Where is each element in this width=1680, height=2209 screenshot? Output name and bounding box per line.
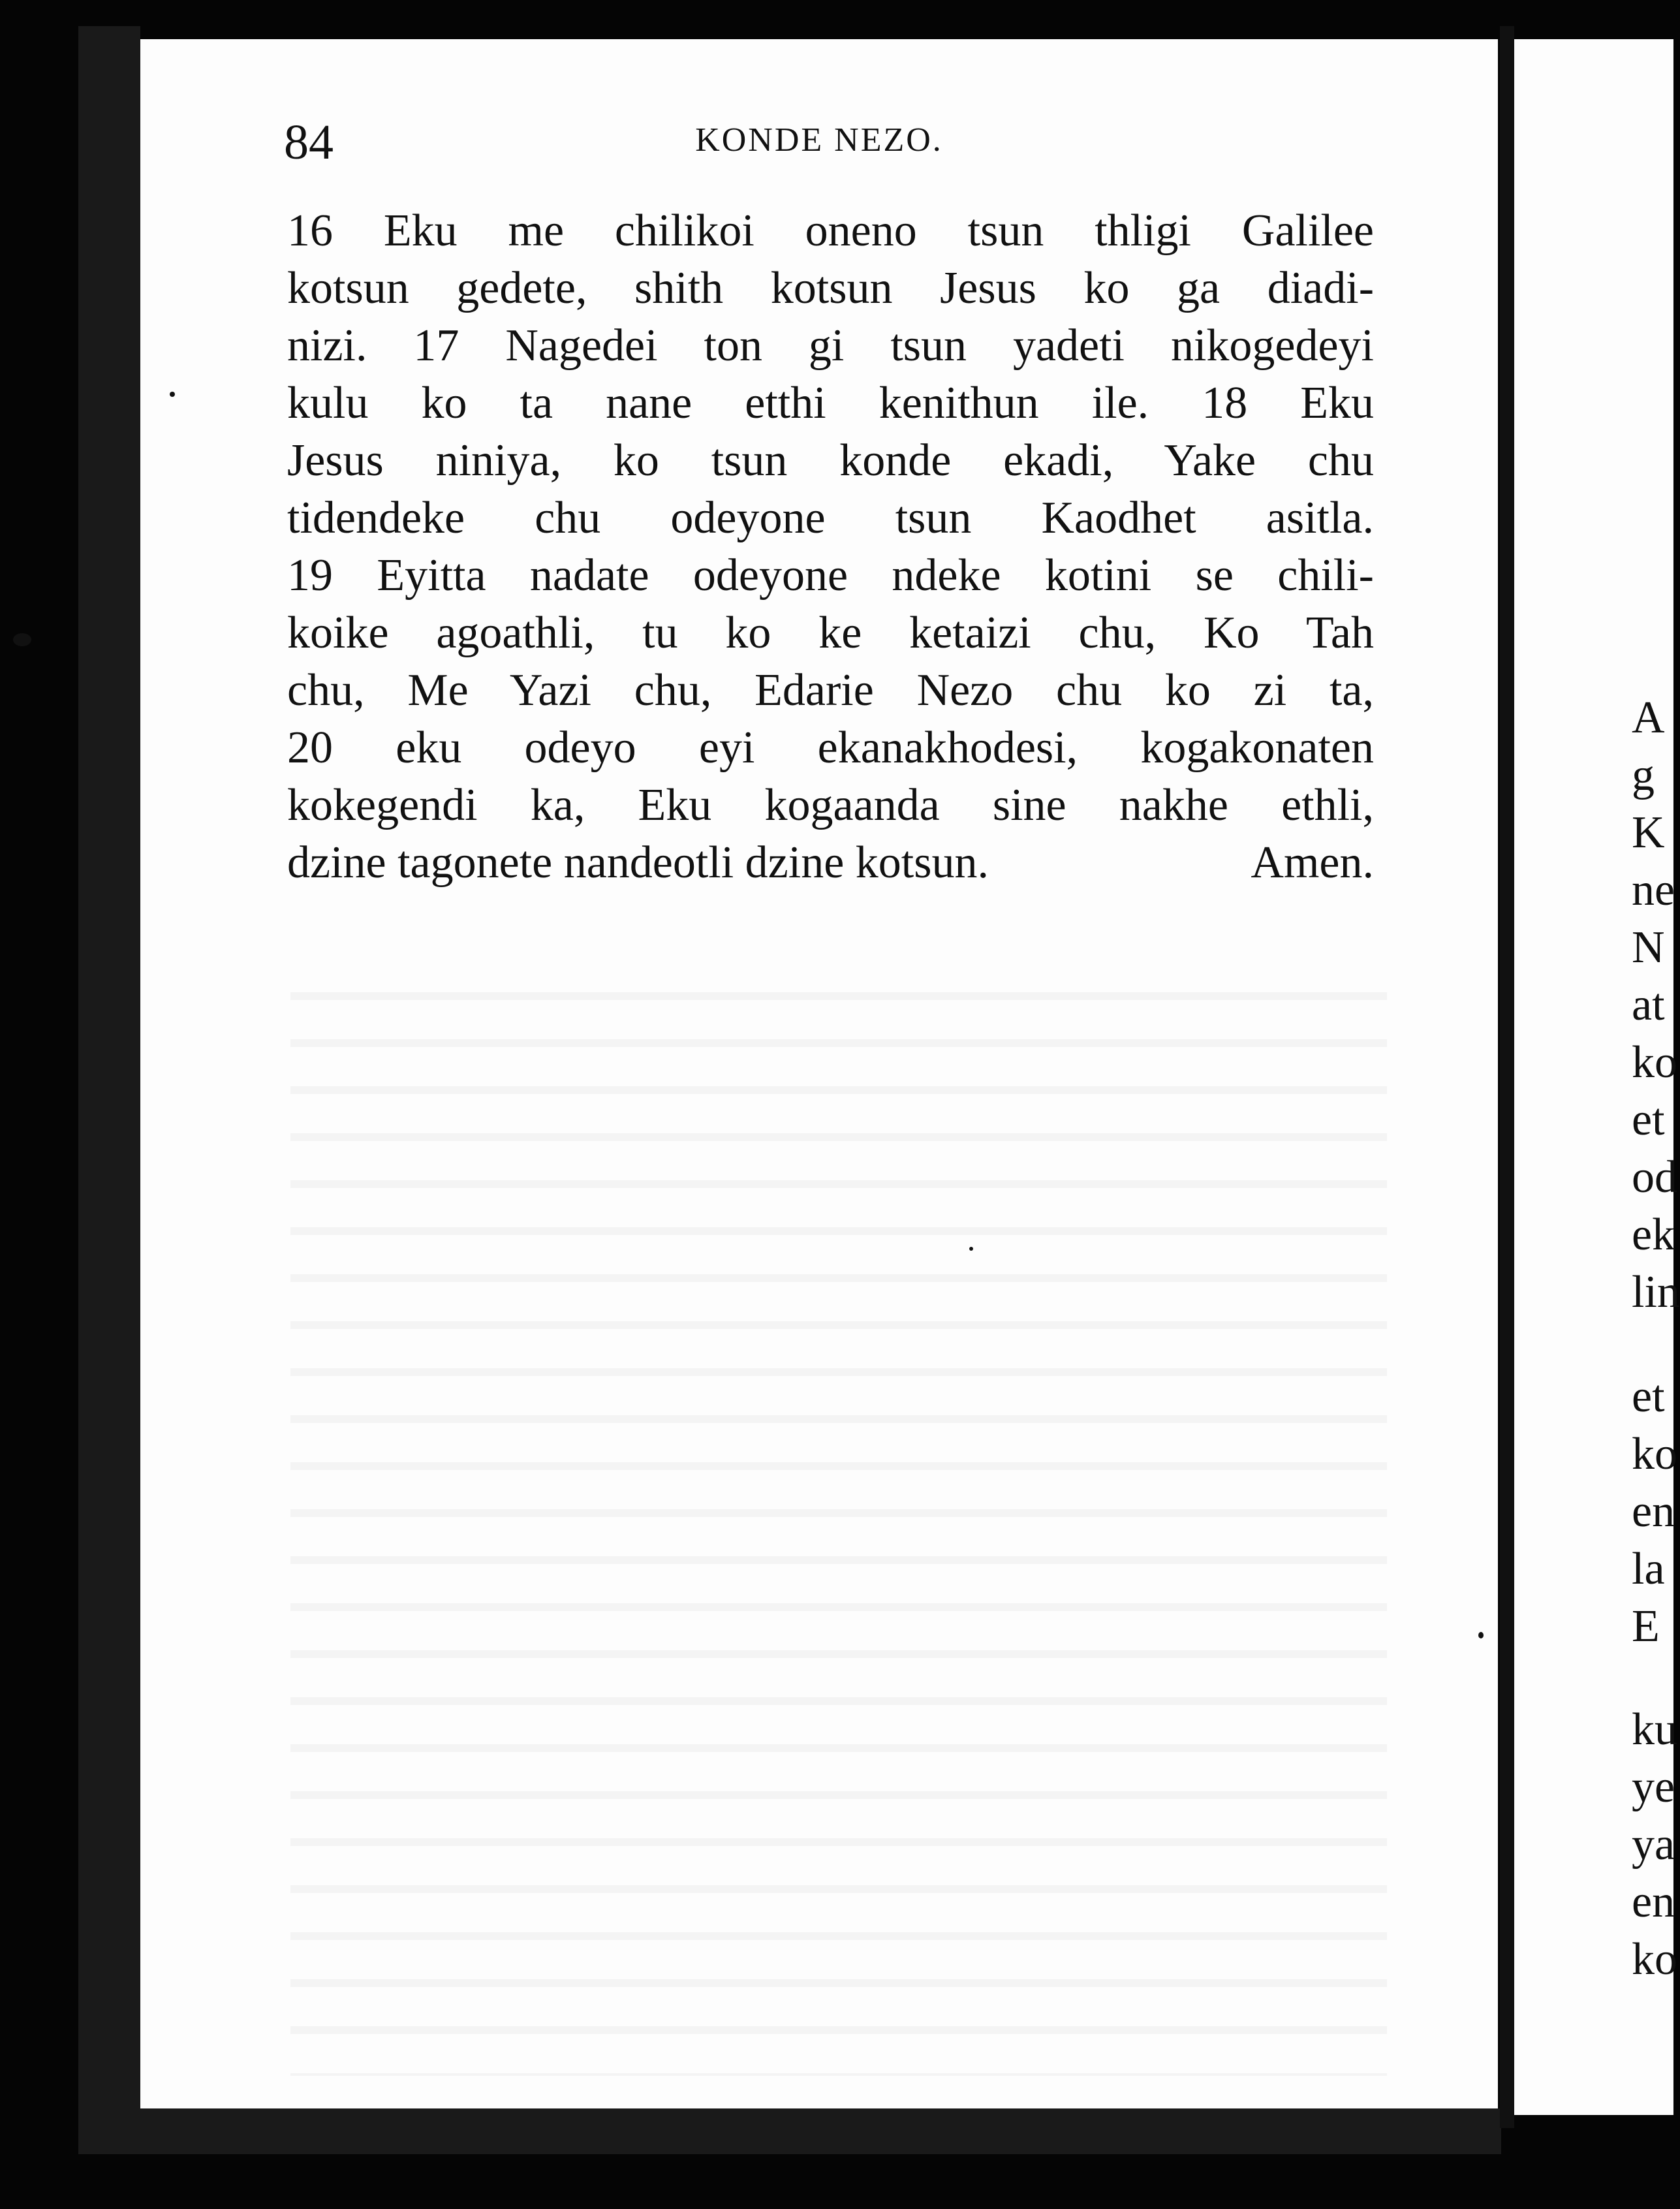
ink-speck <box>170 392 175 397</box>
text-line: nizi. 17 Nagedei ton gi tsun yadeti nikogedeyi <box>287 321 1374 371</box>
facing-page-fragment: ek <box>1632 1210 1675 1260</box>
page-header <box>140 114 1498 173</box>
final-line <box>287 834 1374 892</box>
text-line: tidendeke chu odeyone tsun Kaodhet asitla. <box>287 493 1374 543</box>
text-line: Jesus niniya, ko tsun konde ekadi, Yake chu <box>287 435 1374 486</box>
text-line: 16 Eku me chilikoi oneno tsun thligi Galilee <box>287 206 1374 256</box>
text-line: koike agoathli, tu ko ke ketaizi chu, Ko Tah <box>287 608 1374 658</box>
facing-page-fragment: g <box>1632 750 1655 800</box>
facing-page-fragment: ye <box>1632 1762 1675 1812</box>
book-page <box>140 39 1498 2108</box>
facing-page-fragment: K <box>1632 807 1665 858</box>
facing-page-fragment: ko <box>1632 1037 1677 1088</box>
closing-word: Amen. <box>1251 838 1374 888</box>
book-gutter <box>1500 26 1514 2128</box>
facing-page-fragment: ko <box>1632 1429 1677 1479</box>
facing-page-fragment: et <box>1632 1095 1665 1145</box>
facing-page-fragment: A <box>1632 693 1665 743</box>
running-title: KONDE NEZO. <box>695 121 943 159</box>
text-line: 19 Eyitta nadate odeyone ndeke kotini se chili- <box>287 550 1374 601</box>
facing-page-fragment: ku <box>1632 1704 1677 1755</box>
text-line: 20 eku odeyo eyi ekanakhodesi, kogakonaten <box>287 723 1374 773</box>
body-text <box>287 202 1374 892</box>
bottom-book-edge <box>117 2108 1501 2154</box>
text-line: kulu ko ta nane etthi kenithun ile. 18 Eku <box>287 378 1374 428</box>
facing-page-fragment: ne <box>1632 865 1675 915</box>
facing-page-fragment: lin <box>1632 1267 1680 1317</box>
facing-page-fragment: od <box>1632 1152 1677 1202</box>
facing-page-fragment: la <box>1632 1544 1665 1594</box>
text-line: kokegendi ka, Eku kogaanda sine nakhe ethli, <box>287 780 1374 830</box>
ink-speck <box>1478 1632 1484 1638</box>
text-line: chu, Me Yazi chu, Edarie Nezo chu ko zi ta, <box>287 665 1374 715</box>
facing-page-fragment: ya <box>1632 1819 1675 1870</box>
ink-speck <box>969 1247 973 1251</box>
facing-page-fragment: en <box>1632 1877 1675 1927</box>
final-line-text: dzine tagonete nandeotli dzine kotsun. <box>287 838 989 888</box>
bleed-through-texture <box>290 953 1387 2076</box>
facing-page-fragment: et <box>1632 1371 1665 1422</box>
facing-page-fragment: en <box>1632 1486 1675 1537</box>
text-line: kotsun gedete, shith kotsun Jesus ko ga diadi- <box>287 263 1374 313</box>
facing-page-fragment: at <box>1632 980 1665 1030</box>
left-book-edge <box>78 26 140 2154</box>
facing-page-fragment: E <box>1632 1601 1660 1652</box>
ink-speck <box>13 633 31 646</box>
page-number: 84 <box>284 115 334 170</box>
facing-page-fragment: ko <box>1632 1934 1677 1984</box>
facing-page-fragment: N <box>1632 922 1665 973</box>
